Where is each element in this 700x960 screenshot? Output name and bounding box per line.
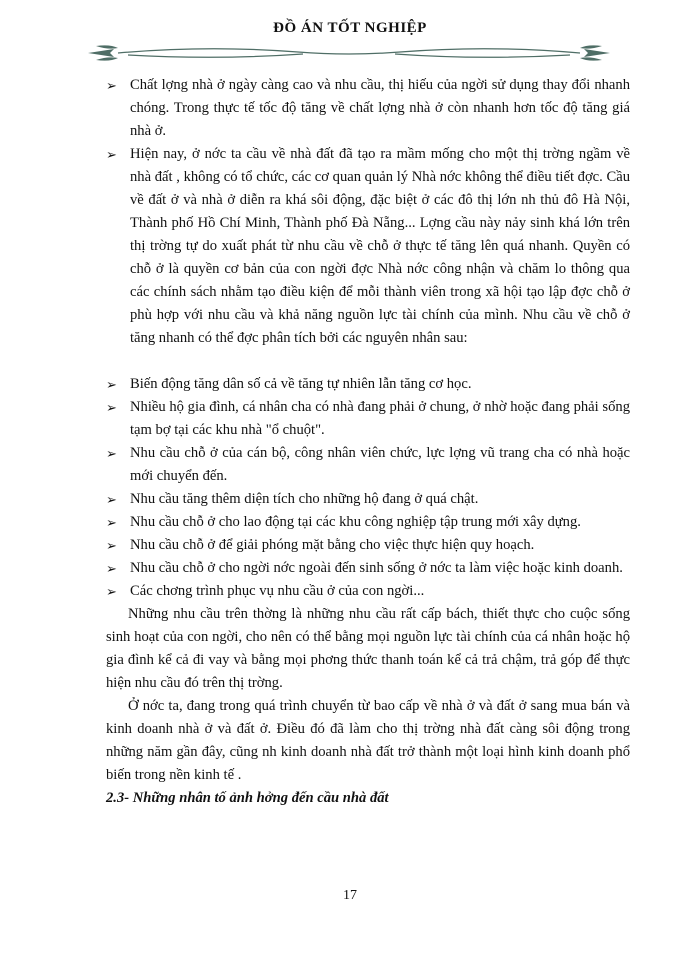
- bullet-item: [106, 74, 630, 143]
- paragraph: Ở nớc ta, đang trong quá trình chuyển từ bao cấp về nhà ở và đất ở sang mua bán và kinh doanh nhà ở và đất ở. Điều đó đã làm cho thị trờng nhà đất càng sôi động trong những năm gần đây, cũng nh kinh doanh nhà đất trở thành một loại hình kinh doanh phổ biến trong nền kinh tế .: [106, 698, 630, 783]
- paragraph: Những nhu cầu trên thờng là những nhu cầu rất cấp bách, thiết thực cho cuộc sống sinh hoạt của con ngời, cho nên có thể bằng mọi nguồn lực tài chính của cá nhân hoặc hộ gia đình kể cả đi vay và bằng mọi phơng thức thanh toán kể cả trả chậm, trả góp để thực hiện nhu cầu đó trên thị trờng.: [106, 606, 630, 691]
- arrow-bullet-icon: ➢: [106, 147, 117, 162]
- bullet-item: [106, 557, 630, 580]
- bullet-item: [106, 442, 630, 488]
- bullet-text: Nhu cầu chỗ ở để giải phóng mặt bằng cho việc thực hiện quy hoạch.: [130, 537, 535, 553]
- arrow-bullet-icon: ➢: [106, 78, 117, 93]
- arrow-bullet-icon: ➢: [106, 377, 117, 392]
- bullet-text: Biến động tăng dân số cả về tăng tự nhiên lẫn tăng cơ học.: [130, 376, 472, 392]
- header-ornament-divider: [88, 42, 610, 64]
- bullet-text: Nhu cầu chỗ ở cho ngời nớc ngoài đến sinh sống ở nớc ta làm việc hoặc kinh doanh.: [130, 560, 623, 576]
- bullet-item: [106, 580, 630, 603]
- bullet-item: [106, 511, 630, 534]
- bullet-text: Hiện nay, ở nớc ta cầu về nhà đất đã tạo ra mầm mống cho một thị trờng ngầm về nhà đất , không có tổ chức, các cơ quan quản lý Nhà nớc không thể điều tiết đợc. Cầu về đất ở và nhà ở diễn ra khá sôi động, đặc biệt ở các đô thị lớn nh thủ đô Hà Nội, Thành phố Hồ Chí Minh, Thành phố Đà Nẵng... Lợng cầu này nảy sinh khá lớn trên thị trờng tự do xuất phát từ nhu cầu về chỗ ở thực tế tăng lên quá nhanh. Quyền có chỗ ở là quyền cơ bản của con ngời đợc Nhà nớc công nhận và chăm lo thông qua các chính sách nhằm tạo điều kiện để mỗi thành viên trong xã hội tạo lập đợc chỗ ở phù hợp với nhu cầu và khả năng nguồn lực tài chính của mình. Nhu cầu về chỗ ở tăng nhanh có thể đợc phân tích bởi các nguyên nhân sau:: [130, 146, 630, 346]
- arrow-bullet-icon: ➢: [106, 561, 117, 576]
- bullet-item: [106, 143, 630, 350]
- bullet-text: Nhiều hộ gia đình, cá nhân cha có nhà đang phải ở chung, ở nhờ hoặc đang phải sống tạm bợ tại các khu nhà "ổ chuột".: [130, 399, 630, 438]
- intro-bullet-list: [106, 74, 630, 350]
- bullet-text: Chất lợng nhà ở ngày càng cao và nhu cầu, thị hiếu của ngời sử dụng thay đổi nhanh chóng. Trong thực tế tốc độ tăng về chất lợng nhà ở còn nhanh hơn tốc độ tăng giá nhà ở.: [130, 77, 630, 139]
- arrow-bullet-icon: ➢: [106, 515, 117, 530]
- cause-bullet-list: [106, 373, 630, 603]
- bullet-item: [106, 488, 630, 511]
- spacer: [106, 350, 630, 373]
- bullet-item: [106, 373, 630, 396]
- document-body: [106, 74, 630, 810]
- section-heading: 2.3- Những nhân tố ảnh hởng đến cầu nhà đất: [106, 790, 389, 806]
- bullet-item: [106, 534, 630, 557]
- bullet-item: [106, 396, 630, 442]
- arrow-bullet-icon: ➢: [106, 584, 117, 599]
- arrow-bullet-icon: ➢: [106, 538, 117, 553]
- bullet-text: Các chơng trình phục vụ nhu cầu ở của con ngời...: [130, 583, 425, 599]
- page-header-title: ĐỒ ÁN TỐT NGHIỆP: [273, 20, 427, 36]
- bullet-text: Nhu cầu tăng thêm diện tích cho những hộ đang ở quá chật.: [130, 491, 479, 507]
- arrow-bullet-icon: ➢: [106, 400, 117, 415]
- page-number: 17: [343, 888, 357, 903]
- bullet-text: Nhu cầu chỗ ở cho lao động tại các khu công nghiệp tập trung mới xây dựng.: [130, 514, 581, 530]
- bullet-text: Nhu cầu chỗ ở của cán bộ, công nhân viên chức, lực lợng vũ trang cha có nhà hoặc mới chuyển đến.: [130, 445, 630, 484]
- arrow-bullet-icon: ➢: [106, 492, 117, 507]
- arrow-bullet-icon: ➢: [106, 446, 117, 461]
